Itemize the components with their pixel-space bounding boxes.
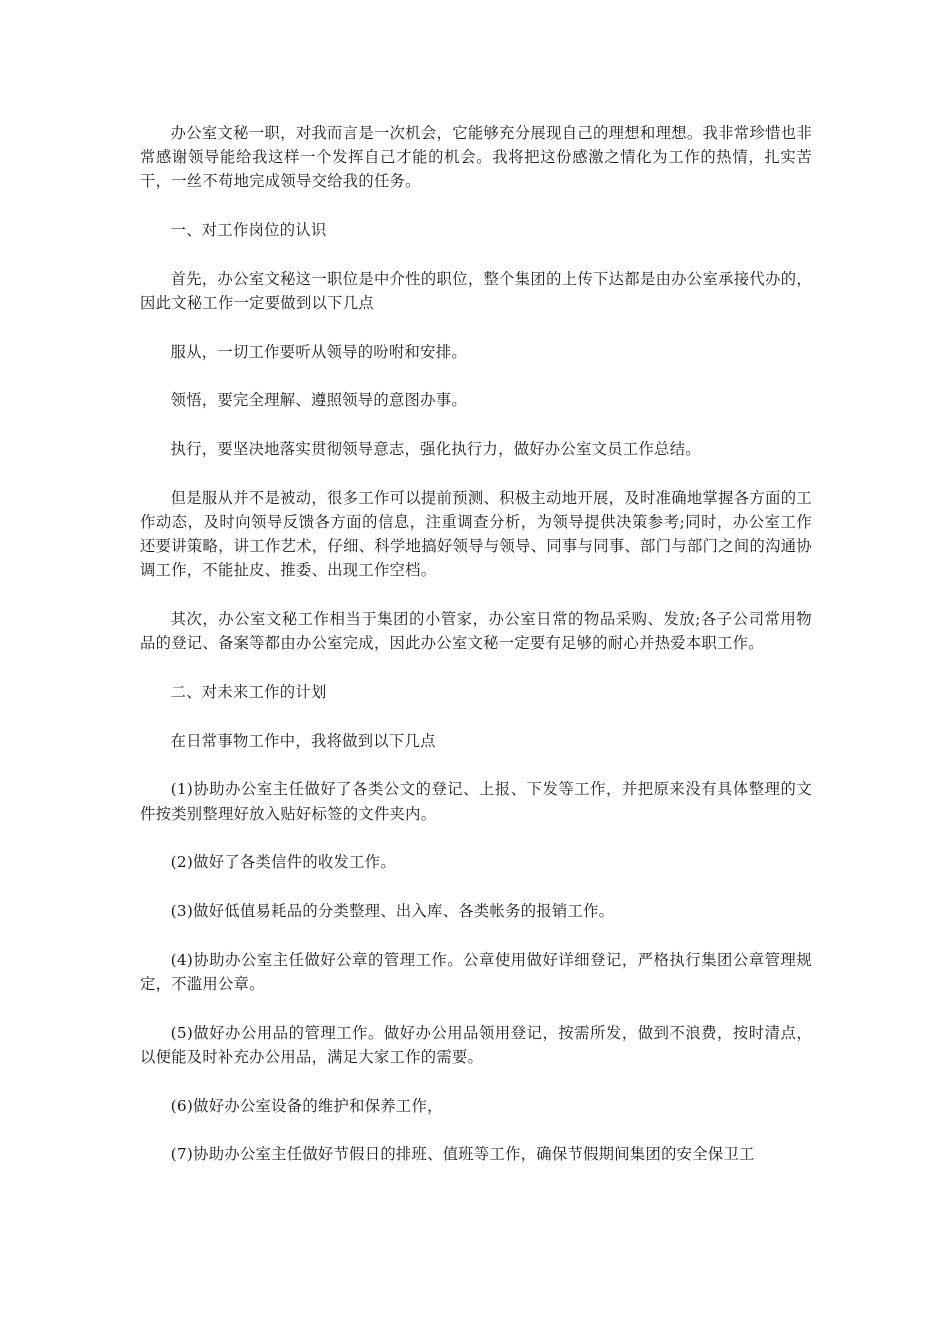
list-item: (5)做好办公用品的管理工作。做好办公用品领用登记，按需所发，做到不浪费，按时清点，以便能及时补充办公用品，满足大家工作的需要。: [140, 1023, 812, 1066]
list-item: (7)协助办公室主任做好节假日的排班、值班等工作，确保节假期间集团的安全保卫工: [170, 1145, 755, 1164]
section-heading-2: 二、对未来工作的计划: [170, 683, 327, 702]
section-heading-1: 一、对工作岗位的认识: [170, 221, 327, 240]
body-paragraph: 在日常事物工作中，我将做到以下几点: [170, 731, 436, 750]
body-paragraph: 服从，一切工作要听从领导的吩咐和安排。: [170, 342, 467, 361]
body-paragraph: 执行，要坚决地落实贯彻领导意志，强化执行力，做好办公室文员工作总结。: [170, 440, 701, 459]
list-item: (1)协助办公室主任做好了各类公文的登记、上报、下发等工作，并把原来没有具体整理的文件按类别整理好放入贴好标签的文件夹内。: [140, 780, 812, 823]
body-paragraph: 但是服从并不是被动，很多工作可以提前预测、积极主动地开展，及时准确地掌握各方面的工作动态，及时向领导反馈各方面的信息，注重调查分析，为领导提供决策参考;同时，办公室工作还要讲策略，讲工作艺术，仔细、科学地搞好领导与领导、同事与同事、部门与部门之间的沟通协调工作，不能扯皮、推委、出现工作空档。: [140, 488, 812, 580]
intro-paragraph: 办公室文秘一职，对我而言是一次机会，它能够充分展现自己的理想和理想。我非常珍惜也非常感谢领导能给我这样一个发挥自己才能的机会。我将把这份感激之情化为工作的热情，扎实苦干，一丝不苟地完成领导交给我的任务。: [140, 124, 812, 191]
body-paragraph: 其次，办公室文秘工作相当于集团的小管家，办公室日常的物品采购、发放;各子公司常用物品的登记、备案等都由办公室完成，因此办公室文秘一定要有足够的耐心并热爱本职工作。: [140, 610, 812, 653]
list-item: (6)做好办公室设备的维护和保养工作，: [170, 1096, 443, 1115]
document-body: [140, 121, 812, 1191]
list-item: (4)协助办公室主任做好公章的管理工作。公章使用做好详细登记，严格执行集团公章管理规定，不滥用公章。: [140, 950, 812, 993]
body-paragraph: 领悟，要完全理解、遵照领导的意图办事。: [170, 391, 467, 410]
list-item: (2)做好了各类信件的收发工作。: [170, 853, 396, 872]
body-paragraph: 首先，办公室文秘这一职位是中介性的职位，整个集团的上传下达都是由办公室承接代办的，因此文秘工作一定要做到以下几点: [140, 269, 812, 313]
list-item: (3)做好低值易耗品的分类整理、出入库、各类帐务的报销工作。: [170, 902, 615, 921]
